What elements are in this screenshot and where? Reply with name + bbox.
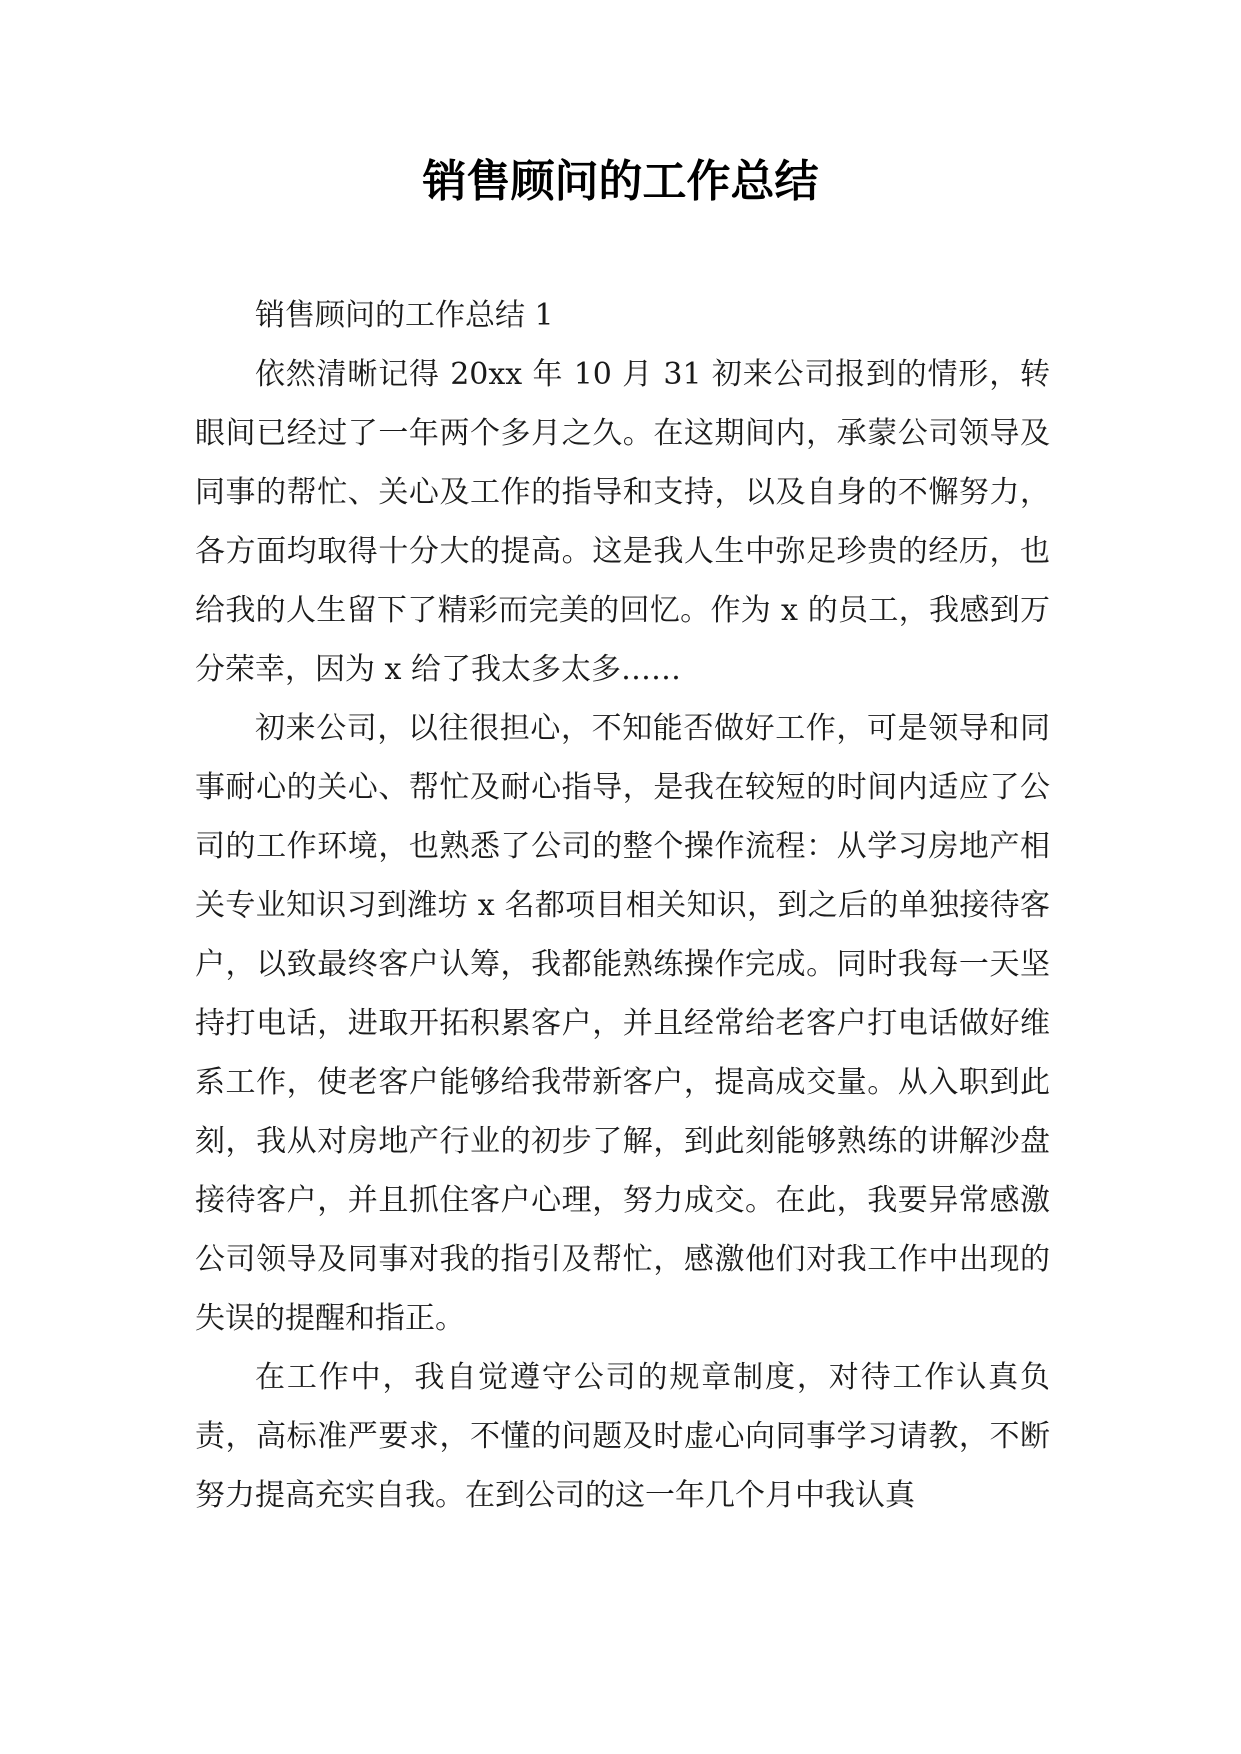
section-heading: 销售顾问的工作总结 1 bbox=[255, 298, 554, 333]
document-body bbox=[195, 286, 1050, 1525]
paragraph-1: 依然清晰记得 20xx 年 10 月 31 初来公司报到的情形，转眼间已经过了一年两个多月之久。在这期间内，承蒙公司领导及同事的帮忙、关心及工作的指导和支持，以及自身的不懈努力，各方面均取得十分大的提高。这是我人生中弥足珍贵的经历，也给我的人生留下了精彩而完美的回忆。作为 x 的员工，我感到万分荣幸，因为 x 给了我太多太多…… bbox=[195, 357, 1050, 687]
document-title: 销售顾问的工作总结 bbox=[422, 156, 819, 207]
paragraph-3: 在工作中，我自觉遵守公司的规章制度，对待工作认真负责，高标准严要求，不懂的问题及时虚心向同事学习请教，不断努力提高充实自我。在到公司的这一年几个月中我认真 bbox=[195, 1360, 1050, 1513]
paragraph-2: 初来公司，以往很担心，不知能否做好工作，可是领导和同事耐心的关心、帮忙及耐心指导，是我在较短的时间内适应了公司的工作环境，也熟悉了公司的整个操作流程：从学习房地产相关专业知识习到潍坊 x 名都项目相关知识，到之后的单独接待客户，以致最终客户认筹，我都能熟练操作完成。同时我每一天坚持打电话，进取开拓积累客户，并且经常给老客户打电话做好维系工作，使老客户能够给我带新客户，提高成交量。从入职到此刻，我从对房地产行业的初步了解，到此刻能够熟练的讲解沙盘接待客户，并且抓住客户心理，努力成交。在此，我要异常感激公司领导及同事对我的指引及帮忙，感激他们对我工作中出现的失误的提醒和指正。 bbox=[195, 711, 1050, 1336]
